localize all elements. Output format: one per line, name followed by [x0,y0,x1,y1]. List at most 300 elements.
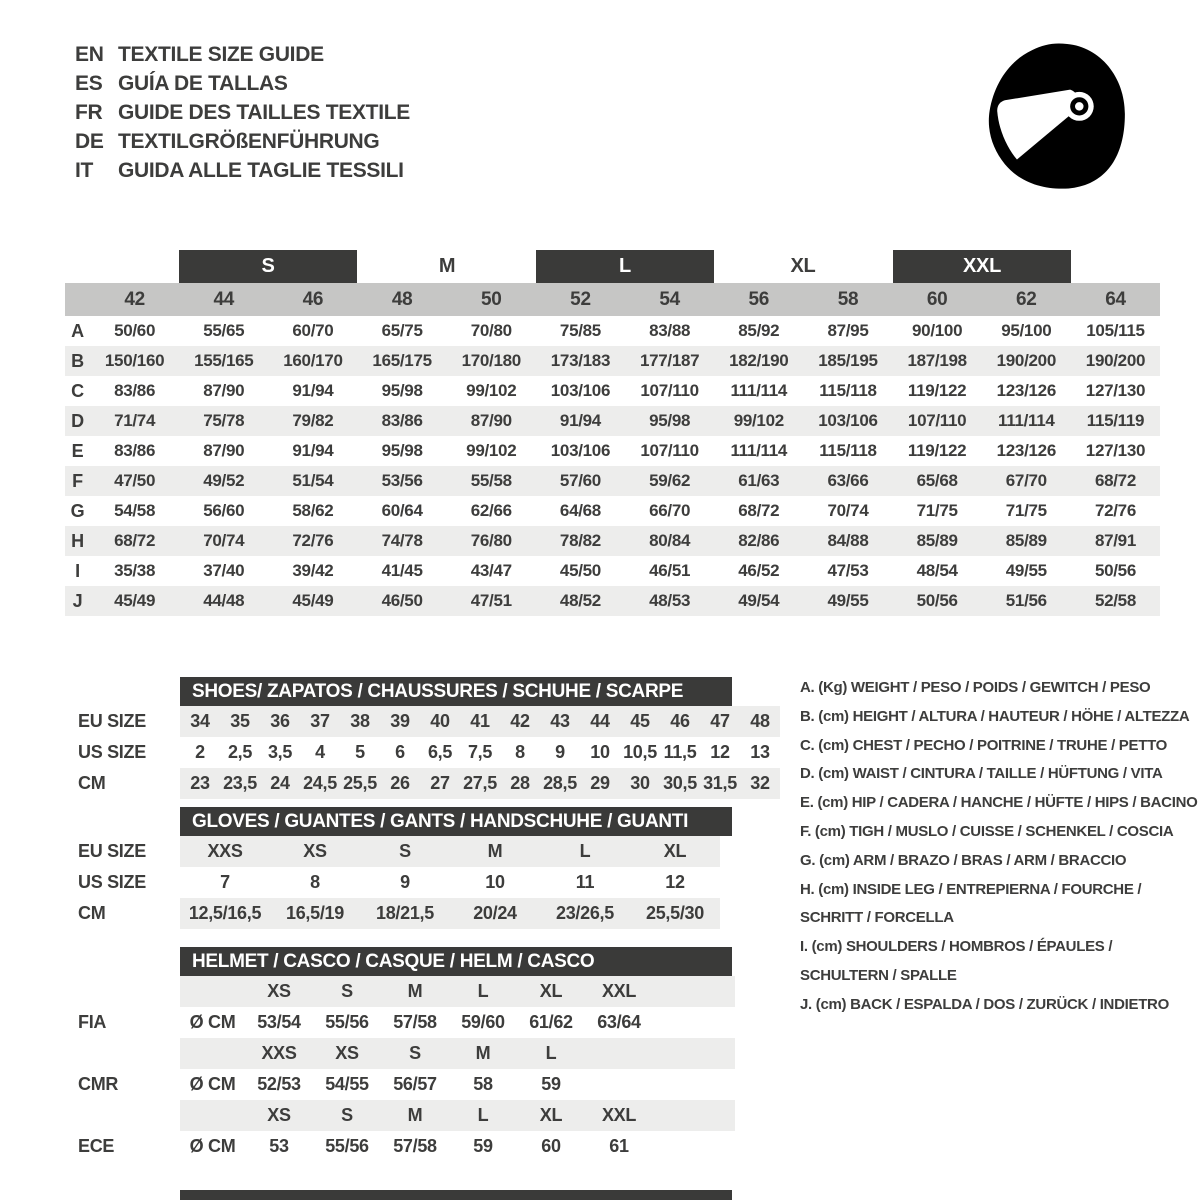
helmet-standard-group [65,1100,1160,1162]
value-cell: 25,5 [343,773,377,793]
row-label: EU SIZE [78,711,146,731]
row-label: US SIZE [78,872,146,892]
row-values [180,898,720,929]
value-cell: 53 [269,1136,289,1156]
value-cell: 79/82 [292,411,334,430]
row-values [90,586,1160,616]
size-cell: L [545,1043,557,1063]
size-cell: XL [539,981,563,1001]
textile-size-table [65,250,1160,616]
value-cell: 91/94 [292,381,334,400]
value-cell: 26 [390,773,410,793]
value-cell: 45/49 [114,591,156,610]
value-cell: 50/60 [114,321,156,340]
value-cell: 55/56 [325,1136,369,1156]
row-values [90,436,1160,466]
table-row [65,556,1160,586]
value-cell: 10 [485,872,505,892]
value-cell: M [487,841,503,861]
language-code: ES [75,71,103,95]
value-cell: 63/64 [597,1012,641,1032]
value-cell: 150/160 [104,351,165,370]
helmet-values [180,1069,735,1100]
value-cell: 47 [710,711,730,731]
value-cell: 45 [630,711,650,731]
value-cell: XS [303,841,327,861]
size-cell: S [341,1105,353,1125]
value-cell: 91/94 [292,441,334,460]
size-cell: S [409,1043,421,1063]
row-letter-label: H [71,530,84,551]
legend-item: G. (cm) ARM / BRAZO / BRAS / ARM / BRACCIO [800,851,1127,869]
size-group-xl: XL [790,255,816,277]
guide-title: GUIDA ALLE TAGLIE TESSILI [118,158,404,182]
value-cell: 115/118 [819,441,877,460]
value-cell: 7 [220,872,230,892]
value-cell: 3,5 [267,742,293,762]
value-cell: 28,5 [543,773,577,793]
value-cell: 123/126 [996,381,1056,400]
value-cell: 8 [515,742,525,762]
value-cell: 38 [350,711,370,731]
value-cell: 2 [195,742,205,762]
value-cell: 39 [390,711,410,731]
value-cell: 6,5 [427,742,453,762]
value-cell: 34 [190,711,210,731]
value-cell: 72/76 [1094,501,1136,520]
value-cell: 44 [590,711,610,731]
value-cell: 7,5 [467,742,493,762]
gloves-section-header: GLOVES / GUANTES / GANTS / HANDSCHUHE / GUANTI [180,807,732,836]
helmet-size-labels [180,976,735,1007]
value-cell: 48 [750,711,770,731]
row-values [180,706,780,737]
table-row [65,496,1160,526]
value-cell: 64/68 [559,501,601,520]
value-cell: 87/95 [827,321,869,340]
table-row [65,586,1160,616]
value-cell: 52/58 [1094,591,1136,610]
value-cell: 45/49 [292,591,334,610]
size-group-xxl: XXL [893,250,1071,283]
cropped-section-bar [180,1190,732,1200]
value-cell: 24,5 [303,773,337,793]
row-letter-label: E [71,440,84,461]
value-cell: 95/98 [381,441,423,460]
legend-item: F. (cm) TIGH / MUSLO / CUISSE / SCHENKEL / COSCIA [800,822,1174,840]
table-row [65,376,1160,406]
value-cell: 49/55 [827,591,869,610]
value-cell: 48/53 [649,591,691,610]
language-code: IT [75,158,94,182]
language-title-block [75,40,410,185]
value-cell: 103/106 [550,441,611,460]
helmet-size-labels-row [65,1100,1160,1131]
value-cell: 57/58 [393,1136,437,1156]
value-cell: 85/89 [916,531,958,550]
value-cell: 46/52 [738,561,780,580]
value-cell: 31,5 [703,773,737,793]
value-cell: 13 [750,742,770,762]
table-row [65,316,1160,346]
value-cell: 45/50 [559,561,601,580]
language-title-row [75,98,410,127]
size-cell: 58 [837,288,859,310]
value-cell: 82/86 [738,531,780,550]
size-cell: 64 [1105,288,1126,310]
value-cell: 187/198 [907,351,967,370]
value-cell: 87/90 [203,381,245,400]
helmet-section-header: HELMET / CASCO / CASQUE / HELM / CASCO [180,947,732,976]
size-group-header [65,250,1160,283]
value-cell: 61/62 [529,1012,573,1032]
value-cell: 18/21,5 [376,903,434,923]
value-cell: 60/70 [292,321,334,340]
value-cell: 11,5 [663,742,697,762]
size-cell: M [407,981,423,1001]
value-cell: 12 [710,742,730,762]
value-cell: 54/58 [114,501,156,520]
size-cell: XL [539,1105,563,1125]
value-cell: 160/170 [283,351,343,370]
measurement-legend [800,674,1200,1020]
value-cell: 57/60 [559,471,601,490]
row-values [90,316,1160,346]
value-cell: 54/55 [325,1074,369,1094]
value-cell: 48/54 [916,561,958,580]
value-cell: 55/58 [470,471,512,490]
size-cell: L [477,1105,489,1125]
value-cell: 119/122 [907,441,967,460]
guide-title: TEXTILGRÖßENFÜHRUNG [118,129,380,153]
value-cell: 115/118 [819,381,877,400]
value-cell: 182/190 [729,351,789,370]
size-cell: 46 [302,288,324,310]
size-cell: S [341,981,353,1001]
value-cell: 37 [310,711,330,731]
numeric-size-row [65,283,1160,316]
value-cell: 111/114 [730,441,788,460]
value-cell: 99/102 [466,441,517,460]
value-cell: 70/74 [827,501,869,520]
value-cell: 105/115 [1086,321,1145,340]
legend-item: H. (cm) INSIDE LEG / ENTREPIERNA / FOURCHE / SCHRITT / FORCELLA [800,880,1142,927]
value-cell: 12,5/16,5 [188,903,262,923]
legend-item: J. (cm) BACK / ESPALDA / DOS / ZURÜCK / INDIETRO [800,995,1169,1013]
row-values [180,768,780,799]
row-label: EU SIZE [78,841,146,861]
size-cell: 52 [570,288,591,310]
table-row [65,406,1160,436]
value-cell: 58 [473,1074,493,1094]
value-cell: 6 [395,742,405,762]
size-cell: 50 [481,288,502,310]
value-cell: 57/58 [393,1012,437,1032]
value-cell: 51/56 [1005,591,1047,610]
value-cell: 56/57 [393,1074,437,1094]
value-cell: 58/62 [292,501,334,520]
helmet-size-labels [180,1038,735,1069]
value-cell: 115/119 [1086,411,1145,430]
value-cell: 65/68 [916,471,958,490]
value-cell: 44/48 [203,591,245,610]
value-cell: 30 [630,773,650,793]
value-cell: 185/195 [818,351,878,370]
row-label: CM [78,773,106,793]
value-cell: 107/110 [907,411,967,430]
value-cell: 29 [590,773,610,793]
value-cell: 75/78 [203,411,245,430]
helmet-values [180,1007,735,1038]
standard-label: CMR [78,1074,119,1094]
helmet-values-row [65,1131,1160,1162]
value-cell: 103/106 [550,381,611,400]
value-cell: 11 [575,872,595,892]
row-values [180,737,780,768]
value-cell: 27 [430,773,450,793]
value-cell: 68/72 [738,501,780,520]
value-cell: 95/98 [649,411,691,430]
value-cell: 72/76 [292,531,334,550]
value-cell: 75/85 [559,321,601,340]
language-code: EN [75,42,104,66]
value-cell: 107/110 [640,441,699,460]
value-cell: 46 [670,711,690,731]
value-cell: 111/114 [730,381,788,400]
row-letter-label: F [72,470,83,491]
value-cell: 40 [430,711,450,731]
legend-item: E. (cm) HIP / CADERA / HANCHE / HÜFTE / HIPS / BACINO [800,794,1198,812]
value-cell: 27,5 [463,773,497,793]
value-cell: 43 [550,711,570,731]
value-cell: 52/53 [257,1074,301,1094]
standard-label: FIA [78,1012,107,1032]
legend-item: D. (cm) WAIST / CINTURA / TAILLE / HÜFTUNG / VITA [800,765,1163,783]
value-cell: 2,5 [227,742,253,762]
value-cell: 65/75 [381,321,423,340]
value-cell: 70/74 [203,531,245,550]
size-cell: XXL [601,1105,637,1125]
value-cell: 78/82 [559,531,601,550]
value-cell: XL [663,841,687,861]
value-cell: 87/90 [203,441,245,460]
row-letter-label: A [71,320,84,341]
value-cell: 83/86 [114,381,156,400]
value-cell: 119/122 [907,381,967,400]
size-group-l: L [536,250,714,283]
value-cell: 43/47 [470,561,512,580]
diameter-unit-label: Ø CM [189,1074,236,1094]
value-cell: 170/180 [461,351,521,370]
size-cell: XS [335,1043,359,1063]
value-cell: 95/98 [381,381,423,400]
value-cell: 70/80 [470,321,512,340]
table-row [65,466,1160,496]
value-cell: 20/24 [473,903,517,923]
value-cell: 63/66 [827,471,869,490]
row-values [90,406,1160,436]
value-cell: 67/70 [1005,471,1047,490]
language-title-row [75,40,410,69]
helmet-values [180,1131,735,1162]
helmet-values-row [65,1069,1160,1100]
value-cell: 68/72 [1094,471,1136,490]
value-cell: 16,5/19 [286,903,344,923]
value-cell: 91/94 [559,411,601,430]
value-cell: 35 [230,711,250,731]
value-cell: 55/65 [203,321,245,340]
value-cell: 41 [470,711,490,731]
size-cell: 42 [124,288,145,310]
table-row [65,526,1160,556]
value-cell: 99/102 [466,381,517,400]
size-cell: M [407,1105,423,1125]
size-cell: 56 [748,288,770,310]
size-cell: 44 [213,288,235,310]
value-cell: 190/200 [1085,351,1146,370]
language-title-row [75,156,410,185]
value-cell: 50/56 [916,591,958,610]
value-cell: 30,5 [663,773,697,793]
value-cell: 177/187 [639,351,700,370]
language-title-row [75,69,410,98]
value-cell: 87/90 [470,411,512,430]
row-values [90,346,1160,376]
value-cell: 5 [355,742,365,762]
value-cell: 155/165 [194,351,254,370]
value-cell: 36 [270,711,290,731]
value-cell: 53/54 [257,1012,301,1032]
value-cell: 173/183 [550,351,611,370]
size-cell: XXL [601,981,637,1001]
value-cell: 59/62 [649,471,691,490]
value-cell: 35/38 [114,561,156,580]
language-title-row [75,127,410,156]
shoes-section-header: SHOES/ ZAPATOS / CHAUSSURES / SCHUHE / SCARPE [180,677,732,706]
value-cell: 8 [310,872,320,892]
guide-title: GUIDE DES TAILLES TEXTILE [118,100,410,124]
value-cell: 10 [590,742,610,762]
measurement-rows [65,316,1160,616]
value-cell: 47/53 [827,561,869,580]
row-values [90,466,1160,496]
row-letter-label: C [71,380,84,401]
value-cell: 50/56 [1094,561,1136,580]
row-letter-label: I [75,560,80,581]
racing-helmet-icon [982,38,1134,201]
size-cell: 62 [1016,288,1037,310]
row-values [180,836,720,867]
value-cell: 60 [541,1136,561,1156]
value-cell: 103/106 [818,411,878,430]
value-cell: 95/100 [1001,321,1052,340]
legend-item: B. (cm) HEIGHT / ALTURA / HAUTEUR / HÖHE / ALTEZZA [800,707,1190,725]
value-cell: 4 [315,742,325,762]
value-cell: 84/88 [827,531,869,550]
size-cell: XXS [261,1043,297,1063]
value-cell: 56/60 [203,501,245,520]
row-values [180,867,720,898]
legend-item: I. (cm) SHOULDERS / HOMBROS / ÉPAULES / SCHULTERN / SPALLE [800,938,1113,984]
value-cell: 127/130 [1085,441,1146,460]
value-cell: 71/75 [916,501,958,520]
value-cell: 46/51 [649,561,691,580]
table-row [65,436,1160,466]
value-cell: 39/42 [292,561,334,580]
value-cell: L [579,841,591,861]
value-cell: 83/88 [649,321,691,340]
size-group-s: S [179,250,357,283]
row-letter-label: D [71,410,84,431]
legend-item: A. (Kg) WEIGHT / PESO / POIDS / GEWITCH / PESO [800,679,1151,696]
value-cell: 23 [190,773,210,793]
value-cell: 59/60 [461,1012,505,1032]
row-letter-label: B [71,350,84,371]
value-cell: 59 [541,1074,561,1094]
value-cell: 47/51 [470,591,512,610]
legend-item: C. (cm) CHEST / PECHO / POITRINE / TRUHE / PETTO [800,736,1168,754]
language-code: FR [75,100,103,124]
value-cell: 37/40 [203,561,245,580]
value-cell: 90/100 [912,321,963,340]
value-cell: 62/66 [470,501,512,520]
value-cell: 71/75 [1005,501,1047,520]
value-cell: 49/55 [1005,561,1047,580]
value-cell: 48/52 [559,591,601,610]
guide-title: TEXTILE SIZE GUIDE [118,42,324,66]
value-cell: 74/78 [381,531,423,550]
size-cell: M [475,1043,491,1063]
standard-label: ECE [78,1136,115,1156]
value-cell: 10,5 [623,742,657,762]
value-cell: 47/50 [114,471,156,490]
helmet-size-labels-row [65,1038,1160,1069]
value-cell: 53/56 [381,471,423,490]
size-cell: XS [267,1105,291,1125]
row-values [90,376,1160,406]
value-cell: 42 [510,711,530,731]
value-cell: 23/26,5 [556,903,614,923]
value-cell: 28 [510,773,530,793]
value-cell: 12 [665,872,685,892]
value-cell: 83/86 [114,441,156,460]
value-cell: 55/56 [325,1012,369,1032]
value-cell: 32 [750,773,770,793]
value-cell: 76/80 [470,531,512,550]
value-cell: 59 [473,1136,493,1156]
value-cell: 9 [555,742,565,762]
size-cell: XS [267,981,291,1001]
diameter-unit-label: Ø CM [189,1012,236,1032]
language-code: DE [75,129,104,153]
value-cell: 23,5 [223,773,257,793]
row-values [90,526,1160,556]
value-cell: 49/52 [203,471,245,490]
value-cell: 123/126 [996,441,1056,460]
row-label: US SIZE [78,742,146,762]
row-letter-label: G [70,500,85,521]
row-values [90,556,1160,586]
value-cell: 127/130 [1085,381,1146,400]
value-cell: 85/92 [738,321,780,340]
helmet-standard-group [65,1038,1160,1100]
size-cell: 48 [391,288,413,310]
row-letter-label: J [72,590,83,611]
value-cell: S [399,841,411,861]
size-group-m: M [438,255,456,277]
row-label: CM [78,903,106,923]
value-cell: 111/114 [998,411,1055,430]
